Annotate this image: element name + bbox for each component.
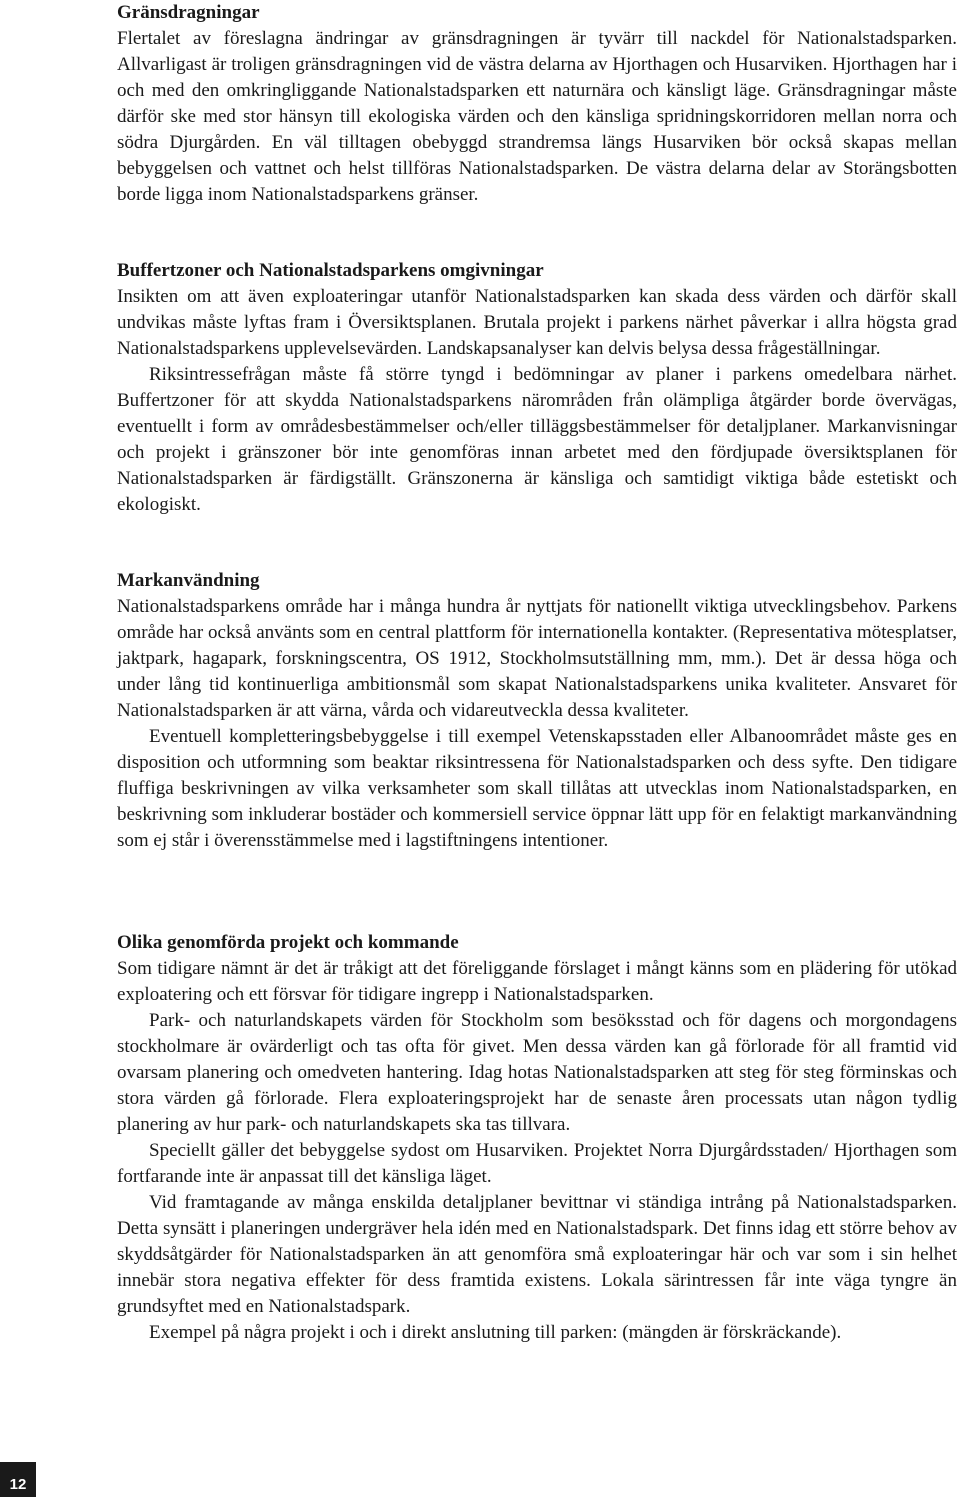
section-heading: Olika genomförda projekt och kommande (117, 932, 459, 953)
paragraph: Som tidigare nämnt är det är tråkigt att det föreliggande förslaget i mångt känns som en plädering för utökad exploatering och ett försvar för tidigare ingrepp i Nationalstadsparken. (117, 958, 957, 1005)
paragraph: Riksintressefrågan måste få större tyngd i bedömningar av planer i parkens omedelbara närhet. Buffertzoner för att skydda Nationalstadsparkens närområden från olämpliga åtgärder borde övervägas, eventuellt i form av områdesbestämmelser och/eller tilläggsbestämmelser för detaljplaner. Markanvisningar och projekt i gränszoner bör inte genomföras innan arbetet med den fördjupade översiktsplanen för Nationalstadsparken är färdigställt. Gränszonerna är känsliga och samtidigt viktiga både estetiskt och ekologiskt. (117, 364, 957, 515)
section-heading: Buffertzoner och Nationalstadsparkens omgivningar (117, 260, 544, 281)
section-markanvandning (117, 568, 957, 854)
paragraph: Vid framtagande av många enskilda detaljplaner bevittnar vi ständiga intrång på Nationalstadsparken. Detta synsätt i planeringen undergräver hela idén med en Nationalstadspark. Det finns idag ett större behov av skyddsåtgärder för Nationalstadsparken än att genomföra små exploateringar här och var som i sin helhet innebär stora negativa effekter för dess framtida existens. Lokala särintressen får inte väga tyngre än grundsyftet med en Nationalstadspark. (117, 1192, 957, 1317)
paragraph: Insikten om att även exploateringar utanför Nationalstadsparken kan skada dess värden och därför skall undvikas måste lyftas fram i Översiktsplanen. Brutala projekt i parkens närhet påverkar i allra högsta grad Nationalstadsparkens upplevelsevärden. Landskapsanalyser kan delvis belysa dessa frågeställningar. (117, 286, 957, 359)
section-buffertzoner (117, 258, 957, 518)
paragraph: Flertalet av föreslagna ändringar av gränsdragningen är tyvärr till nackdel för Nationalstadsparken. Allvarligast är troligen gränsdragningen vid de västra delarna av Hjorthagen och Husarviken. Hjorthagen har i och med den omkringliggande Nationalstadsparken ett naturnära och känsligt läge. Gränsdragningar måste därför ske med stor hänsyn till ekologiska värden och den känsliga spridningskorridoren mellan norra och södra Djurgården. En väl tilltagen obebyggd strandremsa längs Husarviken bör också skapas mellan bebyggelsen och vattnet och helst tillföras Nationalstadsparken. De västra delarna delar av Storängsbotten borde ligga inom Nationalstadsparkens gränser. (117, 28, 957, 205)
page-number: 12 (9, 1476, 27, 1493)
paragraph: Speciellt gäller det bebyggelse sydost om Husarviken. Projektet Norra Djurgårdsstaden/ Hjorthagen som fortfarande inte är anpassat till det känsliga läget. (117, 1140, 957, 1187)
section-heading: Markanvändning (117, 570, 260, 591)
paragraph: Park- och naturlandskapets värden för Stockholm som besöksstad och för dagens och morgondagens stockholmare är ovärderligt och tas ofta för givet. Men dessa värden kan gå förlorade för all framtid vid ovarsam planering och omedveten hantering. Idag hotas Nationalstadsparken att steg för steg förminskas och stora värden gå förlorade. Flera exploateringsprojekt har de senaste åren processats utan någon tydlig planering av hur park- och naturlandskapets ska tas tillvara. (117, 1010, 957, 1135)
section-heading: Gränsdragningar (117, 2, 260, 23)
paragraph: Exempel på några projekt i och i direkt anslutning till parken: (mängden är förskräckande). (149, 1322, 842, 1343)
section-gransdragningar (117, 0, 957, 208)
section-olika-projekt (117, 930, 957, 1346)
paragraph: Eventuell kompletteringsbebyggelse i till exempel Vetenskapsstaden eller Albanoområdet måste ges en disposition och utformning som beaktar riksintressena för Nationalstadsparken och dess syfte. Den tidigare fluffiga beskrivningen av vilka verksamheter som skall tillåtas att utvecklas inom Nationalstadsparken, en beskrivning som inkluderar bostäder och kommersiell service öppnar lätt upp för en felaktigt markanvändning som ej står i överensstämmelse med i lagstiftningens intentioner. (117, 726, 957, 851)
paragraph: Nationalstadsparkens område har i många hundra år nyttjats för nationellt viktiga utvecklingsbehov. Parkens område har också använts som en central plattform för internationella kontakter. (Representativa mötesplatser, jaktpark, hagapark, forskningscentra, OS 1912, Stockholmsutställning mm, mm.). Det är dessa höga och under lång tid kontinuerliga ambitionsmål som skapat Nationalstadsparkens unika kvaliteter. Ansvaret för Nationalstadsparken är att värna, vårda och vidareutveckla dessa kvaliteter. (117, 596, 957, 721)
